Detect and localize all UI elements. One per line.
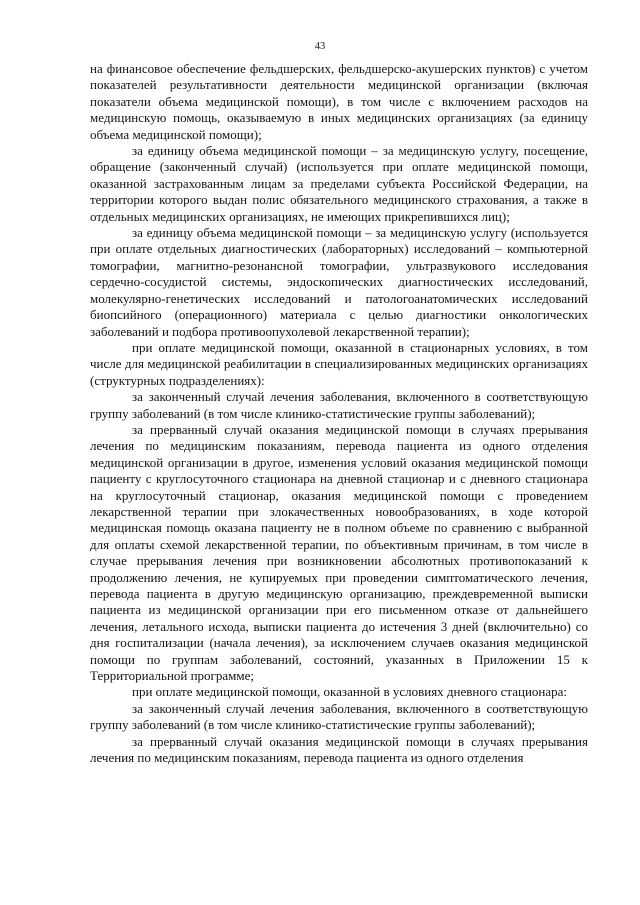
paragraph: за единицу объема медицинской помощи – за медицинскую услугу, посещение, обращение (законченный случай) (используется при оплате медицинской помощи, оказанной застрахованным лицам за пределами субъекта Российской Федерации, на территории которого выдан полис обязательного медицинского страхования, а также в отдельных медицинских организациях, не имеющих прикрепившихся лиц); xyxy=(90,143,588,224)
page-number: 43 xyxy=(314,41,326,52)
paragraph: при оплате медицинской помощи, оказанной в стационарных условиях, в том числе для медицинской реабилитации в специализированных медицинских организациях (структурных подразделениях): xyxy=(90,339,588,388)
paragraph-continuation: на финансовое обеспечение фельдшерских, фельдшерско-акушерских пунктов) с учетом показателей результативности деятельности медицинской организации (включая показатели объема медицинской помощи), в том числе с включением расходов на медицинскую помощь, оказываемую в иных медицинских организациях (за единицу объема медицинской помощи); xyxy=(90,61,588,142)
paragraph: за единицу объема медицинской помощи – за медицинскую услугу (используется при оплате отдельных диагностических (лабораторных) исследований – компьютерной томографии, магнитно-резонансной томографии, ультразвукового исследования сердечно-сосудистой системы, эндоскопических диагностических исследований, молекулярно-генетических исследований и патологоанатомических исследований биопсийного (операционного) материала с целью диагностики онкологических заболеваний и подбора противоопухолевой лекарственной терапии); xyxy=(90,225,588,339)
paragraph: за законченный случай лечения заболевания, включенного в соответствующую группу заболеваний (в том числе клинико-статистические группы заболеваний); xyxy=(90,700,588,733)
paragraph: при оплате медицинской помощи, оказанной в условиях дневного стационара: xyxy=(132,684,568,700)
paragraph: за прерванный случай оказания медицинской помощи в случаях прерывания лечения по медицинским показаниям, перевода пациента из одного отделения медицинской организации в другое, изменения условий оказания медицинской помощи пациенту с круглосуточного стационара на дневной стационар и с дневного стационара на круглосуточный стационар, оказания медицинской помощи с проведением лекарственной терапии при злокачественных новообразованиях, в ходе которой медицинская помощь оказана пациенту не в полном объеме по сравнению с выбранной для оплаты схемой лекарственной терапии, по объективным причинам, в том числе в случае прерывания лечения при возникновении абсолютных противопоказаний к продолжению лечения, не купируемых при проведении симптоматического лечения, перевода пациента в другую медицинскую организацию, преждевременной выписки пациента из медицинской организации при его письменном отказе от дальнейшего лечения, летального исхода, выписки пациента до истечения 3 дней (включительно) со дня госпитализации (начала лечения), за исключением случаев оказания медицинской помощи по группам заболеваний, состояний, указанных в Приложении 15 к Территориальной программе; xyxy=(90,421,588,684)
document-body xyxy=(90,61,588,766)
paragraph: за законченный случай лечения заболевания, включенного в соответствующую группу заболеваний (в том числе клинико-статистические группы заболеваний); xyxy=(90,389,588,421)
paragraph: за прерванный случай оказания медицинской помощи в случаях прерывания лечения по медицинским показаниям, перевода пациента из одного отделения xyxy=(90,733,588,766)
